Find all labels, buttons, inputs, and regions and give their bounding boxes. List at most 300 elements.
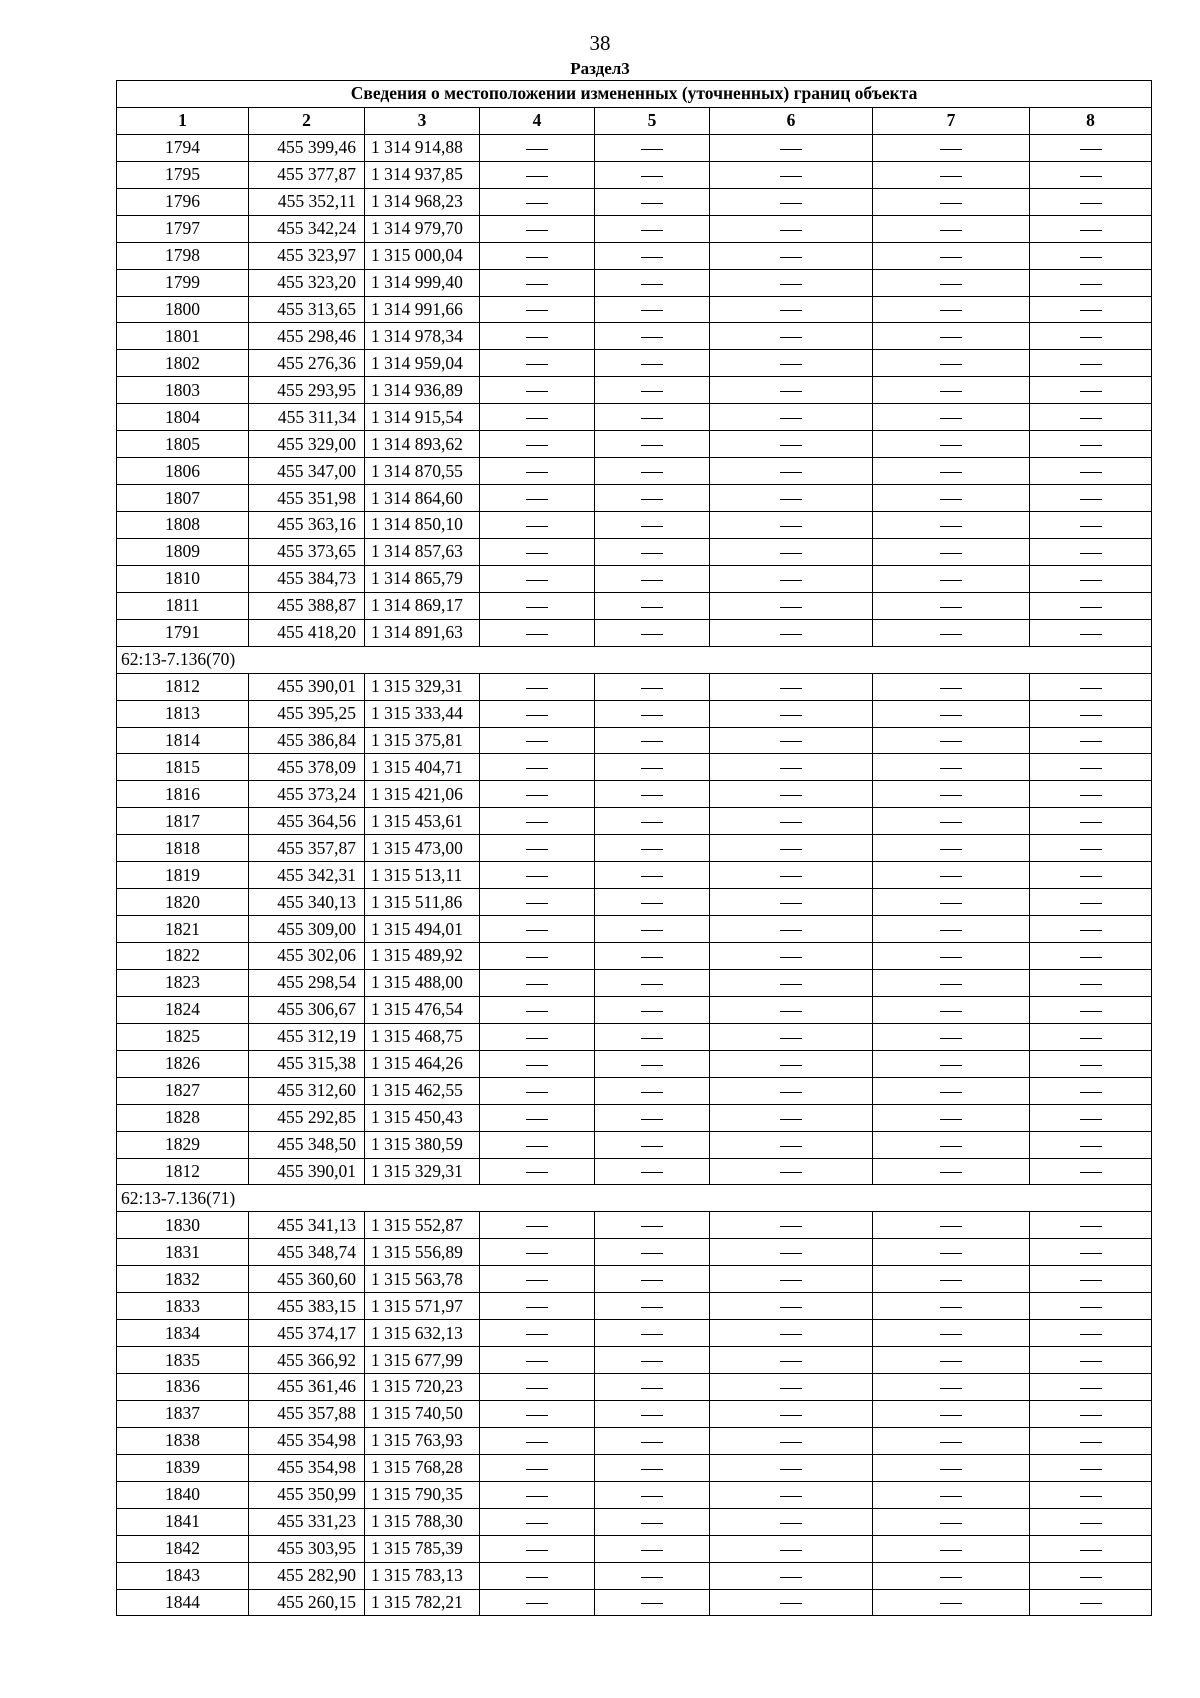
y-coordinate-cell: 1 314 999,40 bbox=[365, 269, 480, 296]
dash-mark bbox=[1080, 391, 1102, 392]
y-coordinate-cell: 1 314 959,04 bbox=[365, 350, 480, 377]
table-row bbox=[117, 134, 1152, 161]
y-coordinate-cell: 1 315 513,11 bbox=[365, 862, 480, 889]
point-number-cell: 1812 bbox=[117, 1158, 249, 1185]
empty-cell bbox=[1030, 1104, 1152, 1131]
dash-mark bbox=[641, 1307, 663, 1308]
y-coordinate-cell: 1 314 991,66 bbox=[365, 296, 480, 323]
empty-cell bbox=[710, 1481, 873, 1508]
dash-mark bbox=[780, 876, 802, 877]
empty-cell bbox=[480, 1481, 595, 1508]
dash-mark bbox=[780, 230, 802, 231]
dash-mark bbox=[526, 418, 548, 419]
x-coordinate-cell: 455 360,60 bbox=[249, 1266, 365, 1293]
dash-mark bbox=[526, 337, 548, 338]
dash-mark bbox=[780, 1038, 802, 1039]
empty-cell bbox=[710, 485, 873, 512]
dash-mark bbox=[940, 149, 962, 150]
empty-cell bbox=[1030, 215, 1152, 242]
dash-mark bbox=[780, 1172, 802, 1173]
dash-mark bbox=[641, 876, 663, 877]
empty-cell bbox=[710, 889, 873, 916]
dash-mark bbox=[641, 1523, 663, 1524]
dash-mark bbox=[940, 1550, 962, 1551]
empty-cell bbox=[1030, 269, 1152, 296]
empty-cell bbox=[595, 1212, 710, 1239]
table-row bbox=[117, 889, 1152, 916]
dash-mark bbox=[940, 310, 962, 311]
dash-mark bbox=[940, 1011, 962, 1012]
x-coordinate-cell: 455 351,98 bbox=[249, 485, 365, 512]
dash-mark bbox=[641, 1172, 663, 1173]
y-coordinate-cell: 1 314 850,10 bbox=[365, 512, 480, 539]
dash-mark bbox=[641, 688, 663, 689]
empty-cell bbox=[710, 269, 873, 296]
dash-mark bbox=[780, 1415, 802, 1416]
empty-cell bbox=[595, 619, 710, 646]
y-coordinate-cell: 1 314 915,54 bbox=[365, 404, 480, 431]
dash-mark bbox=[1080, 1442, 1102, 1443]
dash-mark bbox=[940, 337, 962, 338]
x-coordinate-cell: 455 342,31 bbox=[249, 862, 365, 889]
point-number-cell: 1798 bbox=[117, 242, 249, 269]
dash-mark bbox=[526, 795, 548, 796]
empty-cell bbox=[595, 1562, 710, 1589]
dash-mark bbox=[641, 284, 663, 285]
dash-mark bbox=[1080, 1388, 1102, 1389]
dash-mark bbox=[780, 849, 802, 850]
y-coordinate-cell: 1 315 677,99 bbox=[365, 1347, 480, 1374]
empty-cell bbox=[480, 404, 595, 431]
column-header: 4 bbox=[480, 107, 595, 134]
empty-cell bbox=[710, 242, 873, 269]
empty-cell bbox=[1030, 512, 1152, 539]
empty-cell bbox=[595, 215, 710, 242]
empty-cell bbox=[595, 1266, 710, 1293]
empty-cell bbox=[1030, 431, 1152, 458]
dash-mark bbox=[780, 1442, 802, 1443]
empty-cell bbox=[480, 161, 595, 188]
table-row bbox=[117, 1454, 1152, 1481]
dash-mark bbox=[940, 284, 962, 285]
point-number-cell: 1828 bbox=[117, 1104, 249, 1131]
table-row bbox=[117, 1212, 1152, 1239]
empty-cell bbox=[480, 431, 595, 458]
dash-mark bbox=[641, 1280, 663, 1281]
dash-mark bbox=[1080, 310, 1102, 311]
dash-mark bbox=[940, 715, 962, 716]
empty-cell bbox=[873, 161, 1030, 188]
x-coordinate-cell: 455 373,24 bbox=[249, 781, 365, 808]
dash-mark bbox=[780, 391, 802, 392]
dash-mark bbox=[526, 1577, 548, 1578]
empty-cell bbox=[595, 1158, 710, 1185]
y-coordinate-cell: 1 315 450,43 bbox=[365, 1104, 480, 1131]
dash-mark bbox=[641, 203, 663, 204]
dash-mark bbox=[641, 1065, 663, 1066]
x-coordinate-cell: 455 313,65 bbox=[249, 296, 365, 323]
dash-mark bbox=[940, 230, 962, 231]
dash-mark bbox=[641, 849, 663, 850]
empty-cell bbox=[595, 1293, 710, 1320]
empty-cell bbox=[480, 1347, 595, 1374]
dash-mark bbox=[526, 715, 548, 716]
point-number-cell: 1794 bbox=[117, 134, 249, 161]
y-coordinate-cell: 1 315 632,13 bbox=[365, 1320, 480, 1347]
dash-mark bbox=[780, 445, 802, 446]
dash-mark bbox=[780, 930, 802, 931]
dash-mark bbox=[526, 1092, 548, 1093]
point-number-cell: 1818 bbox=[117, 835, 249, 862]
dash-mark bbox=[1080, 1307, 1102, 1308]
y-coordinate-cell: 1 315 740,50 bbox=[365, 1400, 480, 1427]
table-row bbox=[117, 1427, 1152, 1454]
empty-cell bbox=[710, 996, 873, 1023]
empty-cell bbox=[873, 754, 1030, 781]
dash-mark bbox=[641, 176, 663, 177]
dash-mark bbox=[641, 337, 663, 338]
dash-mark bbox=[780, 1280, 802, 1281]
y-coordinate-cell: 1 315 782,21 bbox=[365, 1589, 480, 1616]
dash-mark bbox=[526, 149, 548, 150]
dash-mark bbox=[780, 284, 802, 285]
y-coordinate-cell: 1 315 468,75 bbox=[365, 1023, 480, 1050]
empty-cell bbox=[480, 619, 595, 646]
table-row bbox=[117, 619, 1152, 646]
empty-cell bbox=[710, 1266, 873, 1293]
table-row bbox=[117, 323, 1152, 350]
empty-cell bbox=[595, 889, 710, 916]
empty-cell bbox=[1030, 700, 1152, 727]
empty-cell bbox=[1030, 458, 1152, 485]
point-number-cell: 1838 bbox=[117, 1427, 249, 1454]
empty-cell bbox=[710, 1347, 873, 1374]
empty-cell bbox=[1030, 996, 1152, 1023]
empty-cell bbox=[595, 781, 710, 808]
section-title: Раздел3 bbox=[570, 59, 630, 78]
dash-mark bbox=[780, 1011, 802, 1012]
y-coordinate-cell: 1 315 000,04 bbox=[365, 242, 480, 269]
dash-mark bbox=[780, 768, 802, 769]
empty-cell bbox=[873, 134, 1030, 161]
dash-mark bbox=[526, 1523, 548, 1524]
dash-mark bbox=[940, 472, 962, 473]
dash-mark bbox=[526, 1603, 548, 1604]
empty-cell bbox=[480, 538, 595, 565]
dash-mark bbox=[940, 1038, 962, 1039]
point-number-cell: 1809 bbox=[117, 538, 249, 565]
empty-cell bbox=[595, 1239, 710, 1266]
empty-cell bbox=[480, 1293, 595, 1320]
x-coordinate-cell: 455 311,34 bbox=[249, 404, 365, 431]
empty-cell bbox=[873, 781, 1030, 808]
empty-cell bbox=[710, 969, 873, 996]
empty-cell bbox=[595, 1508, 710, 1535]
dash-mark bbox=[1080, 364, 1102, 365]
dash-mark bbox=[641, 1253, 663, 1254]
dash-mark bbox=[641, 553, 663, 554]
x-coordinate-cell: 455 342,24 bbox=[249, 215, 365, 242]
empty-cell bbox=[710, 1454, 873, 1481]
empty-cell bbox=[595, 1077, 710, 1104]
dash-mark bbox=[940, 499, 962, 500]
empty-cell bbox=[480, 1427, 595, 1454]
x-coordinate-cell: 455 352,11 bbox=[249, 188, 365, 215]
dash-mark bbox=[780, 149, 802, 150]
empty-cell bbox=[873, 700, 1030, 727]
empty-cell bbox=[710, 862, 873, 889]
x-coordinate-cell: 455 348,74 bbox=[249, 1239, 365, 1266]
point-number-cell: 1820 bbox=[117, 889, 249, 916]
dash-mark bbox=[940, 1065, 962, 1066]
empty-cell bbox=[873, 1562, 1030, 1589]
dash-mark bbox=[940, 1280, 962, 1281]
dash-mark bbox=[780, 634, 802, 635]
empty-cell bbox=[595, 592, 710, 619]
point-number-cell: 1808 bbox=[117, 512, 249, 539]
empty-cell bbox=[1030, 1266, 1152, 1293]
dash-mark bbox=[1080, 1496, 1102, 1497]
empty-cell bbox=[1030, 592, 1152, 619]
point-number-cell: 1839 bbox=[117, 1454, 249, 1481]
dash-mark bbox=[1080, 472, 1102, 473]
dash-mark bbox=[1080, 741, 1102, 742]
table-row bbox=[117, 727, 1152, 754]
dash-mark bbox=[1080, 1415, 1102, 1416]
dash-mark bbox=[641, 634, 663, 635]
dash-mark bbox=[940, 1469, 962, 1470]
dash-mark bbox=[1080, 1065, 1102, 1066]
empty-cell bbox=[595, 1535, 710, 1562]
empty-cell bbox=[1030, 1293, 1152, 1320]
empty-cell bbox=[873, 592, 1030, 619]
dash-mark bbox=[1080, 1577, 1102, 1578]
dash-mark bbox=[940, 1334, 962, 1335]
dash-mark bbox=[940, 1442, 962, 1443]
dash-mark bbox=[641, 1415, 663, 1416]
empty-cell bbox=[595, 943, 710, 970]
empty-cell bbox=[595, 1374, 710, 1401]
empty-cell bbox=[595, 458, 710, 485]
x-coordinate-cell: 455 302,06 bbox=[249, 943, 365, 970]
empty-cell bbox=[873, 565, 1030, 592]
dash-mark bbox=[1080, 634, 1102, 635]
table-row bbox=[117, 404, 1152, 431]
point-number-cell: 1844 bbox=[117, 1589, 249, 1616]
empty-cell bbox=[480, 592, 595, 619]
table-row bbox=[117, 565, 1152, 592]
empty-cell bbox=[873, 1589, 1030, 1616]
empty-cell bbox=[480, 188, 595, 215]
x-coordinate-cell: 455 293,95 bbox=[249, 377, 365, 404]
empty-cell bbox=[710, 592, 873, 619]
empty-cell bbox=[480, 485, 595, 512]
dash-mark bbox=[1080, 984, 1102, 985]
empty-cell bbox=[710, 458, 873, 485]
group-label: 62:13-7.136(70) bbox=[117, 646, 1152, 673]
point-number-cell: 1824 bbox=[117, 996, 249, 1023]
x-coordinate-cell: 455 312,19 bbox=[249, 1023, 365, 1050]
empty-cell bbox=[1030, 808, 1152, 835]
x-coordinate-cell: 455 374,17 bbox=[249, 1320, 365, 1347]
x-coordinate-cell: 455 395,25 bbox=[249, 700, 365, 727]
empty-cell bbox=[595, 485, 710, 512]
table-row bbox=[117, 1374, 1152, 1401]
empty-cell bbox=[1030, 1508, 1152, 1535]
dash-mark bbox=[641, 418, 663, 419]
point-number-cell: 1834 bbox=[117, 1320, 249, 1347]
empty-cell bbox=[480, 323, 595, 350]
table-row bbox=[117, 377, 1152, 404]
dash-mark bbox=[641, 1469, 663, 1470]
empty-cell bbox=[1030, 565, 1152, 592]
table-row bbox=[117, 242, 1152, 269]
dash-mark bbox=[780, 337, 802, 338]
dash-mark bbox=[1080, 230, 1102, 231]
dash-mark bbox=[1080, 1092, 1102, 1093]
dash-mark bbox=[526, 1253, 548, 1254]
dash-mark bbox=[940, 445, 962, 446]
dash-mark bbox=[641, 1361, 663, 1362]
dash-mark bbox=[526, 1119, 548, 1120]
dash-mark bbox=[1080, 1038, 1102, 1039]
point-number-cell: 1819 bbox=[117, 862, 249, 889]
table-row bbox=[117, 808, 1152, 835]
empty-cell bbox=[710, 134, 873, 161]
column-header: 7 bbox=[873, 107, 1030, 134]
empty-cell bbox=[1030, 1454, 1152, 1481]
dash-mark bbox=[1080, 1226, 1102, 1227]
empty-cell bbox=[1030, 1562, 1152, 1589]
empty-cell bbox=[1030, 835, 1152, 862]
dash-mark bbox=[641, 472, 663, 473]
empty-cell bbox=[480, 969, 595, 996]
empty-cell bbox=[595, 996, 710, 1023]
empty-cell bbox=[710, 538, 873, 565]
empty-cell bbox=[710, 565, 873, 592]
dash-mark bbox=[940, 1119, 962, 1120]
point-number-cell: 1813 bbox=[117, 700, 249, 727]
dash-mark bbox=[940, 1146, 962, 1147]
point-number-cell: 1810 bbox=[117, 565, 249, 592]
empty-cell bbox=[480, 916, 595, 943]
x-coordinate-cell: 455 390,01 bbox=[249, 673, 365, 700]
dash-mark bbox=[780, 1496, 802, 1497]
dash-mark bbox=[940, 768, 962, 769]
x-coordinate-cell: 455 357,87 bbox=[249, 835, 365, 862]
y-coordinate-cell: 1 315 476,54 bbox=[365, 996, 480, 1023]
dash-mark bbox=[641, 149, 663, 150]
dash-mark bbox=[940, 634, 962, 635]
empty-cell bbox=[710, 1023, 873, 1050]
empty-cell bbox=[595, 1131, 710, 1158]
empty-cell bbox=[480, 1212, 595, 1239]
dash-mark bbox=[780, 1307, 802, 1308]
point-number-cell: 1807 bbox=[117, 485, 249, 512]
empty-cell bbox=[710, 754, 873, 781]
empty-cell bbox=[1030, 485, 1152, 512]
empty-cell bbox=[873, 673, 1030, 700]
point-number-cell: 1795 bbox=[117, 161, 249, 188]
empty-cell bbox=[873, 619, 1030, 646]
x-coordinate-cell: 455 354,98 bbox=[249, 1454, 365, 1481]
dash-mark bbox=[1080, 768, 1102, 769]
empty-cell bbox=[710, 1562, 873, 1589]
empty-cell bbox=[480, 1589, 595, 1616]
dash-mark bbox=[526, 1226, 548, 1227]
y-coordinate-cell: 1 314 864,60 bbox=[365, 485, 480, 512]
empty-cell bbox=[480, 377, 595, 404]
point-number-cell: 1840 bbox=[117, 1481, 249, 1508]
dash-mark bbox=[940, 1226, 962, 1227]
dash-mark bbox=[526, 284, 548, 285]
dash-mark bbox=[526, 1334, 548, 1335]
x-coordinate-cell: 455 383,15 bbox=[249, 1293, 365, 1320]
empty-cell bbox=[480, 1374, 595, 1401]
dash-mark bbox=[780, 1577, 802, 1578]
dash-mark bbox=[641, 930, 663, 931]
empty-cell bbox=[1030, 296, 1152, 323]
empty-cell bbox=[873, 1400, 1030, 1427]
table-row bbox=[117, 1239, 1152, 1266]
empty-cell bbox=[710, 1320, 873, 1347]
point-number-cell: 1827 bbox=[117, 1077, 249, 1104]
x-coordinate-cell: 455 386,84 bbox=[249, 727, 365, 754]
empty-cell bbox=[595, 538, 710, 565]
dash-mark bbox=[526, 1442, 548, 1443]
dash-mark bbox=[1080, 149, 1102, 150]
empty-cell bbox=[873, 1266, 1030, 1293]
empty-cell bbox=[1030, 1131, 1152, 1158]
dash-mark bbox=[526, 741, 548, 742]
empty-cell bbox=[595, 134, 710, 161]
dash-mark bbox=[641, 1388, 663, 1389]
empty-cell bbox=[873, 1212, 1030, 1239]
dash-mark bbox=[1080, 445, 1102, 446]
dash-mark bbox=[526, 1550, 548, 1551]
y-coordinate-cell: 1 315 333,44 bbox=[365, 700, 480, 727]
dash-mark bbox=[780, 499, 802, 500]
dash-mark bbox=[1080, 930, 1102, 931]
empty-cell bbox=[873, 1050, 1030, 1077]
empty-cell bbox=[873, 538, 1030, 565]
empty-cell bbox=[480, 1320, 595, 1347]
empty-cell bbox=[480, 1050, 595, 1077]
y-coordinate-cell: 1 314 870,55 bbox=[365, 458, 480, 485]
empty-cell bbox=[1030, 969, 1152, 996]
dash-mark bbox=[940, 1361, 962, 1362]
dash-mark bbox=[940, 418, 962, 419]
x-coordinate-cell: 455 373,65 bbox=[249, 538, 365, 565]
dash-mark bbox=[526, 849, 548, 850]
dash-mark bbox=[526, 1146, 548, 1147]
y-coordinate-cell: 1 314 869,17 bbox=[365, 592, 480, 619]
empty-cell bbox=[873, 404, 1030, 431]
x-coordinate-cell: 455 388,87 bbox=[249, 592, 365, 619]
dash-mark bbox=[526, 176, 548, 177]
dash-mark bbox=[780, 607, 802, 608]
dash-mark bbox=[526, 553, 548, 554]
empty-cell bbox=[595, 835, 710, 862]
x-coordinate-cell: 455 298,54 bbox=[249, 969, 365, 996]
empty-cell bbox=[595, 242, 710, 269]
dash-mark bbox=[526, 1415, 548, 1416]
dash-mark bbox=[1080, 1146, 1102, 1147]
dash-mark bbox=[1080, 418, 1102, 419]
empty-cell bbox=[480, 996, 595, 1023]
empty-cell bbox=[595, 727, 710, 754]
table-row bbox=[117, 862, 1152, 889]
